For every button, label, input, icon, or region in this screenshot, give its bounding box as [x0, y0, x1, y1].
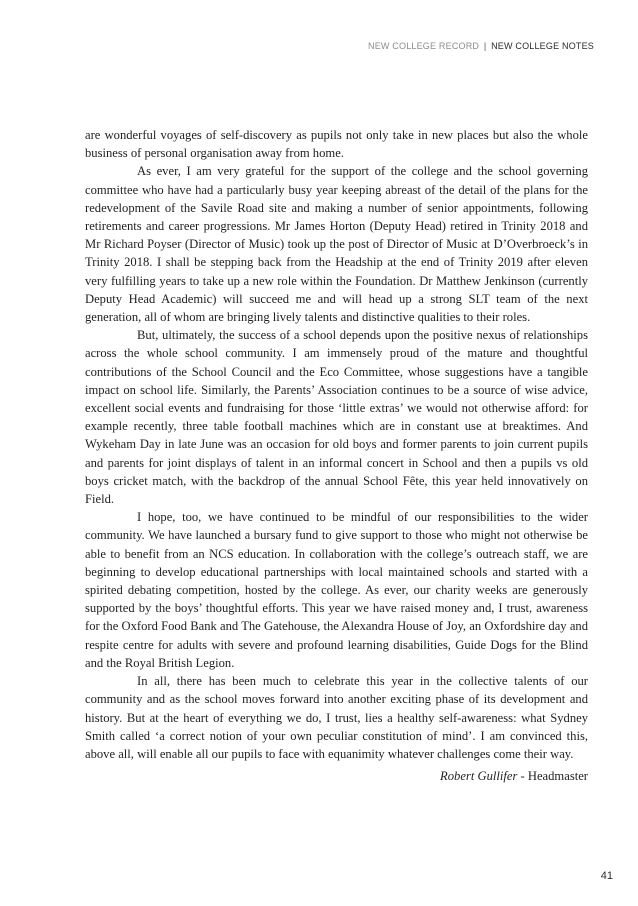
- page-number: 41: [600, 870, 613, 882]
- signature-name: Robert Gullifer: [440, 769, 518, 783]
- paragraph-wider-community: I hope, too, we have continued to be mindful of our responsibilities to the wider community. We have launched a bursary fund to give support to those who might not otherwise be able to benefit from an NCS education. In collaboration with the college’s outreach staff, we are beginning to develop educational partnerships with local maintained schools and started with a spirited debating competition, hosted by the college. As ever, our charity weeks are generously supported by the boys’ thoughtful efforts. This year we have raised money and, I trust, awareness for the Oxford Food Bank and The Gatehouse, the Alexandra House of Joy, an Oxfordshire day and respite centre for adults with severe and profound learning disabilities, Guide Dogs for the Blind and the Royal British Legion.: [85, 510, 588, 670]
- paragraph-conclusion: In all, there has been much to celebrate this year in the collective talents of our community and as the school moves forward into another exciting phase of its development and history. But at the heart of everything we do, I trust, lies a healthy self-awareness: what Sydney Smith called ‘a correct notion of your own peculiar constitution of mind’. I am convinced this, above all, will enable all our pupils to face with equanimity whatever challenges come their way.: [85, 674, 588, 761]
- signature: [440, 769, 588, 784]
- paragraph-continuation: are wonderful voyages of self-discovery as pupils not only take in new places but also the whole business of personal organisation away from home.: [85, 128, 588, 161]
- signature-title: Headmaster: [527, 769, 588, 783]
- article-body: [85, 126, 588, 763]
- header-separator: |: [483, 41, 487, 51]
- section-title: NEW COLLEGE NOTES: [491, 41, 594, 51]
- publication-title: NEW COLLEGE RECORD: [368, 41, 480, 51]
- paragraph-school-community: But, ultimately, the success of a school depends upon the positive nexus of relationships across the whole school community. I am immensely proud of the mature and thoughtful contributions of the School Council and the Eco Committee, whose suggestions have a tangible impact on school life. Similarly, the Parents’ Association continues to be a source of wise advice, excellent social events and fundraising for those ‘little extras’ we would not otherwise afford: for example recently, three table football machines which are in constant use at breaktimes. And Wykeham Day in late June was an occasion for old boys and former parents to join current pupils and parents for joint displays of talent in an informal concert in School and then a pupils vs old boys cricket match, with the backdrop of the annual School Fête, this year held innovatively on Field.: [85, 328, 588, 507]
- running-header: [368, 41, 594, 51]
- signature-dash: -: [517, 769, 528, 783]
- paragraph-governing-committee: As ever, I am very grateful for the support of the college and the school governing committee who have had a particularly busy year keeping abreast of the detail of the plans for the redevelopment of the Savile Road site and making a number of senior appointments, following retirements and career progressions. Mr James Horton (Deputy Head) retired in Trinity 2018 and Mr Richard Poyser (Director of Music) took up the post of Director of Music at D’Overbroeck’s in Trinity 2018. I shall be stepping back from the Headship at the end of Trinity 2019 after eleven very fulfilling years to take up a new role within the Foundation. Dr Matthew Jenkinson (currently Deputy Head Academic) will succeed me and will head up a strong SLT team of the next generation, all of whom are bringing lively talents and distinctive qualities to their roles.: [85, 164, 588, 325]
